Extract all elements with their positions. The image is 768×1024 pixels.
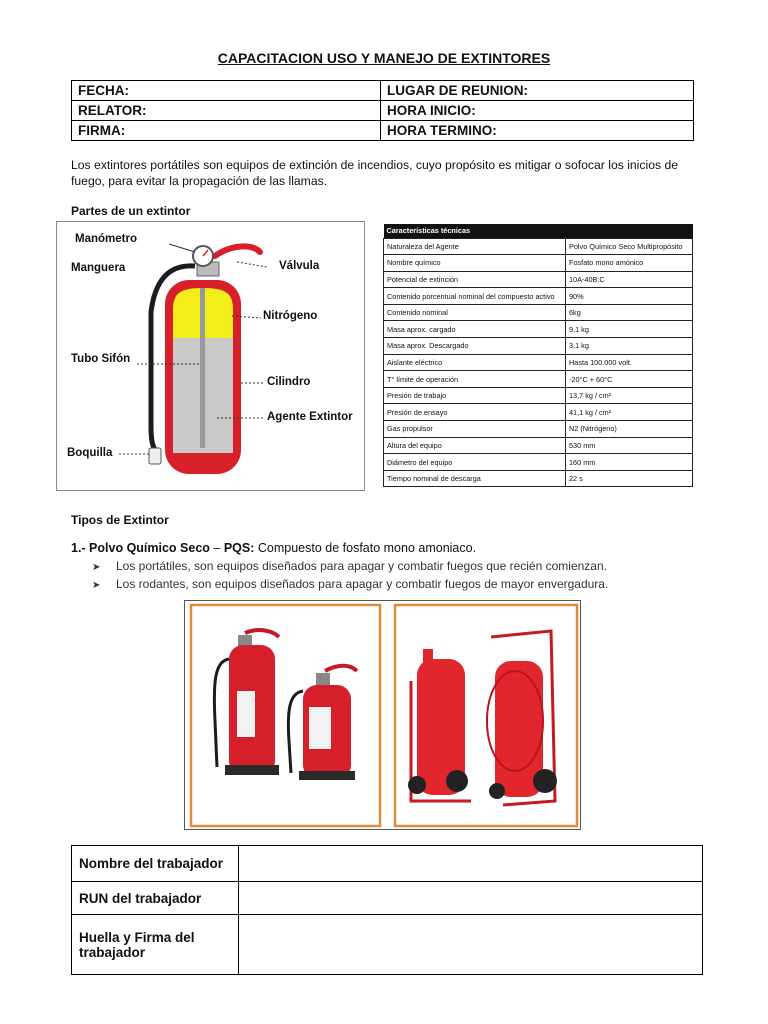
label-manguera: Manguera	[71, 262, 126, 274]
bullet-text: Los portátiles, son equipos diseñados para apagar y combatir fuegos que recién comienzan.	[116, 559, 607, 573]
huella-label	[72, 915, 239, 975]
spec-key: Contenido porcentual nominal del compuesto activo	[384, 288, 566, 305]
spec-row	[384, 271, 693, 288]
spec-value: 10A-40B:C	[566, 271, 693, 288]
spec-value: Polvo Químico Seco Multipropósito	[566, 238, 693, 255]
spec-key: Presión de ensayo	[384, 404, 566, 421]
list-item	[92, 558, 608, 576]
hora-inicio-cell: HORA INICIO:	[381, 101, 694, 121]
worker-info-table	[71, 845, 703, 975]
spec-value: 3,1 kg	[566, 338, 693, 355]
spec-value: Fosfato mono amónico	[566, 255, 693, 272]
spec-key: Masa aprox. cargado	[384, 321, 566, 338]
arrow-bullet-icon: ➤	[92, 580, 101, 591]
spec-row	[384, 304, 693, 321]
spec-value: 6kg	[566, 304, 693, 321]
huella-label-line1: Huella y Firma del	[79, 929, 195, 945]
spec-row	[384, 437, 693, 454]
spec-value: 41,1 kg / cm²	[566, 404, 693, 421]
spec-row	[384, 470, 693, 487]
partes-heading: Partes de un extintor	[71, 204, 191, 218]
spec-key: Altura del equipo	[384, 437, 566, 454]
list-item	[92, 576, 608, 594]
meeting-info-table	[71, 80, 694, 141]
spec-value: 530 mm	[566, 437, 693, 454]
tipos-heading: Tipos de Extintor	[71, 513, 169, 527]
spec-row	[384, 421, 693, 438]
spec-row	[384, 255, 693, 272]
spec-row	[384, 454, 693, 471]
spec-key: Contenido nominal	[384, 304, 566, 321]
intro-paragraph: Los extintores portátiles son equipos de extinción de incendios, cuyo propósito es mitigar o sofocar los inicios de fuego, para evitar la propagación de las llamas.	[71, 158, 679, 188]
huella-label-line2: trabajador	[79, 944, 146, 960]
pqs-abbr: PQS:	[223, 541, 255, 555]
pqs-dash: –	[209, 541, 224, 555]
pqs-description: Compuesto de fosfato mono amoniaco.	[254, 541, 477, 555]
spec-key: Nombre químico	[384, 255, 566, 272]
spec-value: 22 s	[566, 470, 693, 487]
spec-value: 160 mm	[566, 454, 693, 471]
spec-row	[384, 338, 693, 355]
arrow-bullet-icon: ➤	[92, 562, 101, 573]
label-boquilla: Boquilla	[67, 447, 113, 459]
lugar-cell: LUGAR DE REUNION:	[381, 81, 694, 101]
spec-key: Tiempo nominal de descarga	[384, 470, 566, 487]
spec-row	[384, 238, 693, 255]
spec-row	[384, 404, 693, 421]
pqs-line	[71, 541, 476, 555]
technical-specs-table	[383, 224, 693, 487]
firma-cell: FIRMA:	[72, 121, 381, 141]
huella-field[interactable]	[239, 915, 703, 975]
fecha-cell: FECHA:	[72, 81, 381, 101]
spec-key: Masa aprox. Descargado	[384, 338, 566, 355]
label-cilindro: Cilindro	[267, 376, 311, 388]
spec-key: Gas propulsor	[384, 421, 566, 438]
spec-row	[384, 321, 693, 338]
run-label: RUN del trabajador	[72, 882, 239, 915]
spec-value: 13,7 kg / cm²	[566, 387, 693, 404]
spec-value: -20°C + 60°C	[566, 371, 693, 388]
spec-key: Naturaleza del Agente	[384, 238, 566, 255]
extinguisher-diagram	[56, 221, 365, 491]
spec-row	[384, 354, 693, 371]
label-manometro: Manómetro	[75, 233, 137, 245]
spec-value: 90%	[566, 288, 693, 305]
label-tubo-sifon: Tubo Sifón	[71, 353, 131, 365]
spec-row	[384, 288, 693, 305]
nombre-label: Nombre del trabajador	[72, 846, 239, 882]
spec-key: Potencial de extinción	[384, 271, 566, 288]
spec-key: Presión de trabajo	[384, 387, 566, 404]
extinguisher-types-illustration	[185, 601, 582, 831]
relator-cell: RELATOR:	[72, 101, 381, 121]
spec-value: 9,1 kg	[566, 321, 693, 338]
pqs-prefix: 1.- Polvo Químico Seco	[71, 541, 210, 555]
label-valvula: Válvula	[279, 260, 320, 272]
spec-key: Diámetro del equipo	[384, 454, 566, 471]
spec-row	[384, 371, 693, 388]
spec-value: Hasta 100.000 volt.	[566, 354, 693, 371]
specs-header: Características técnicas	[384, 224, 693, 238]
spec-key: T° límite de operación	[384, 371, 566, 388]
label-nitrogeno: Nitrógeno	[263, 310, 318, 322]
nombre-field[interactable]	[239, 846, 703, 882]
label-agente-extintor: Agente Extintor	[267, 411, 353, 423]
run-field[interactable]	[239, 882, 703, 915]
bullet-text: Los rodantes, son equipos diseñados para apagar y combatir fuegos de mayor envergadura.	[116, 577, 609, 591]
spec-key: Aislante eléctrico	[384, 354, 566, 371]
hora-termino-cell: HORA TERMINO:	[381, 121, 694, 141]
spec-row	[384, 387, 693, 404]
pqs-bullet-list	[92, 558, 608, 594]
extinguisher-types-photo	[184, 600, 581, 830]
document-title: CAPACITACION USO Y MANEJO DE EXTINTORES	[217, 50, 551, 66]
spec-value: N2 (Nitrógeno)	[566, 421, 693, 438]
